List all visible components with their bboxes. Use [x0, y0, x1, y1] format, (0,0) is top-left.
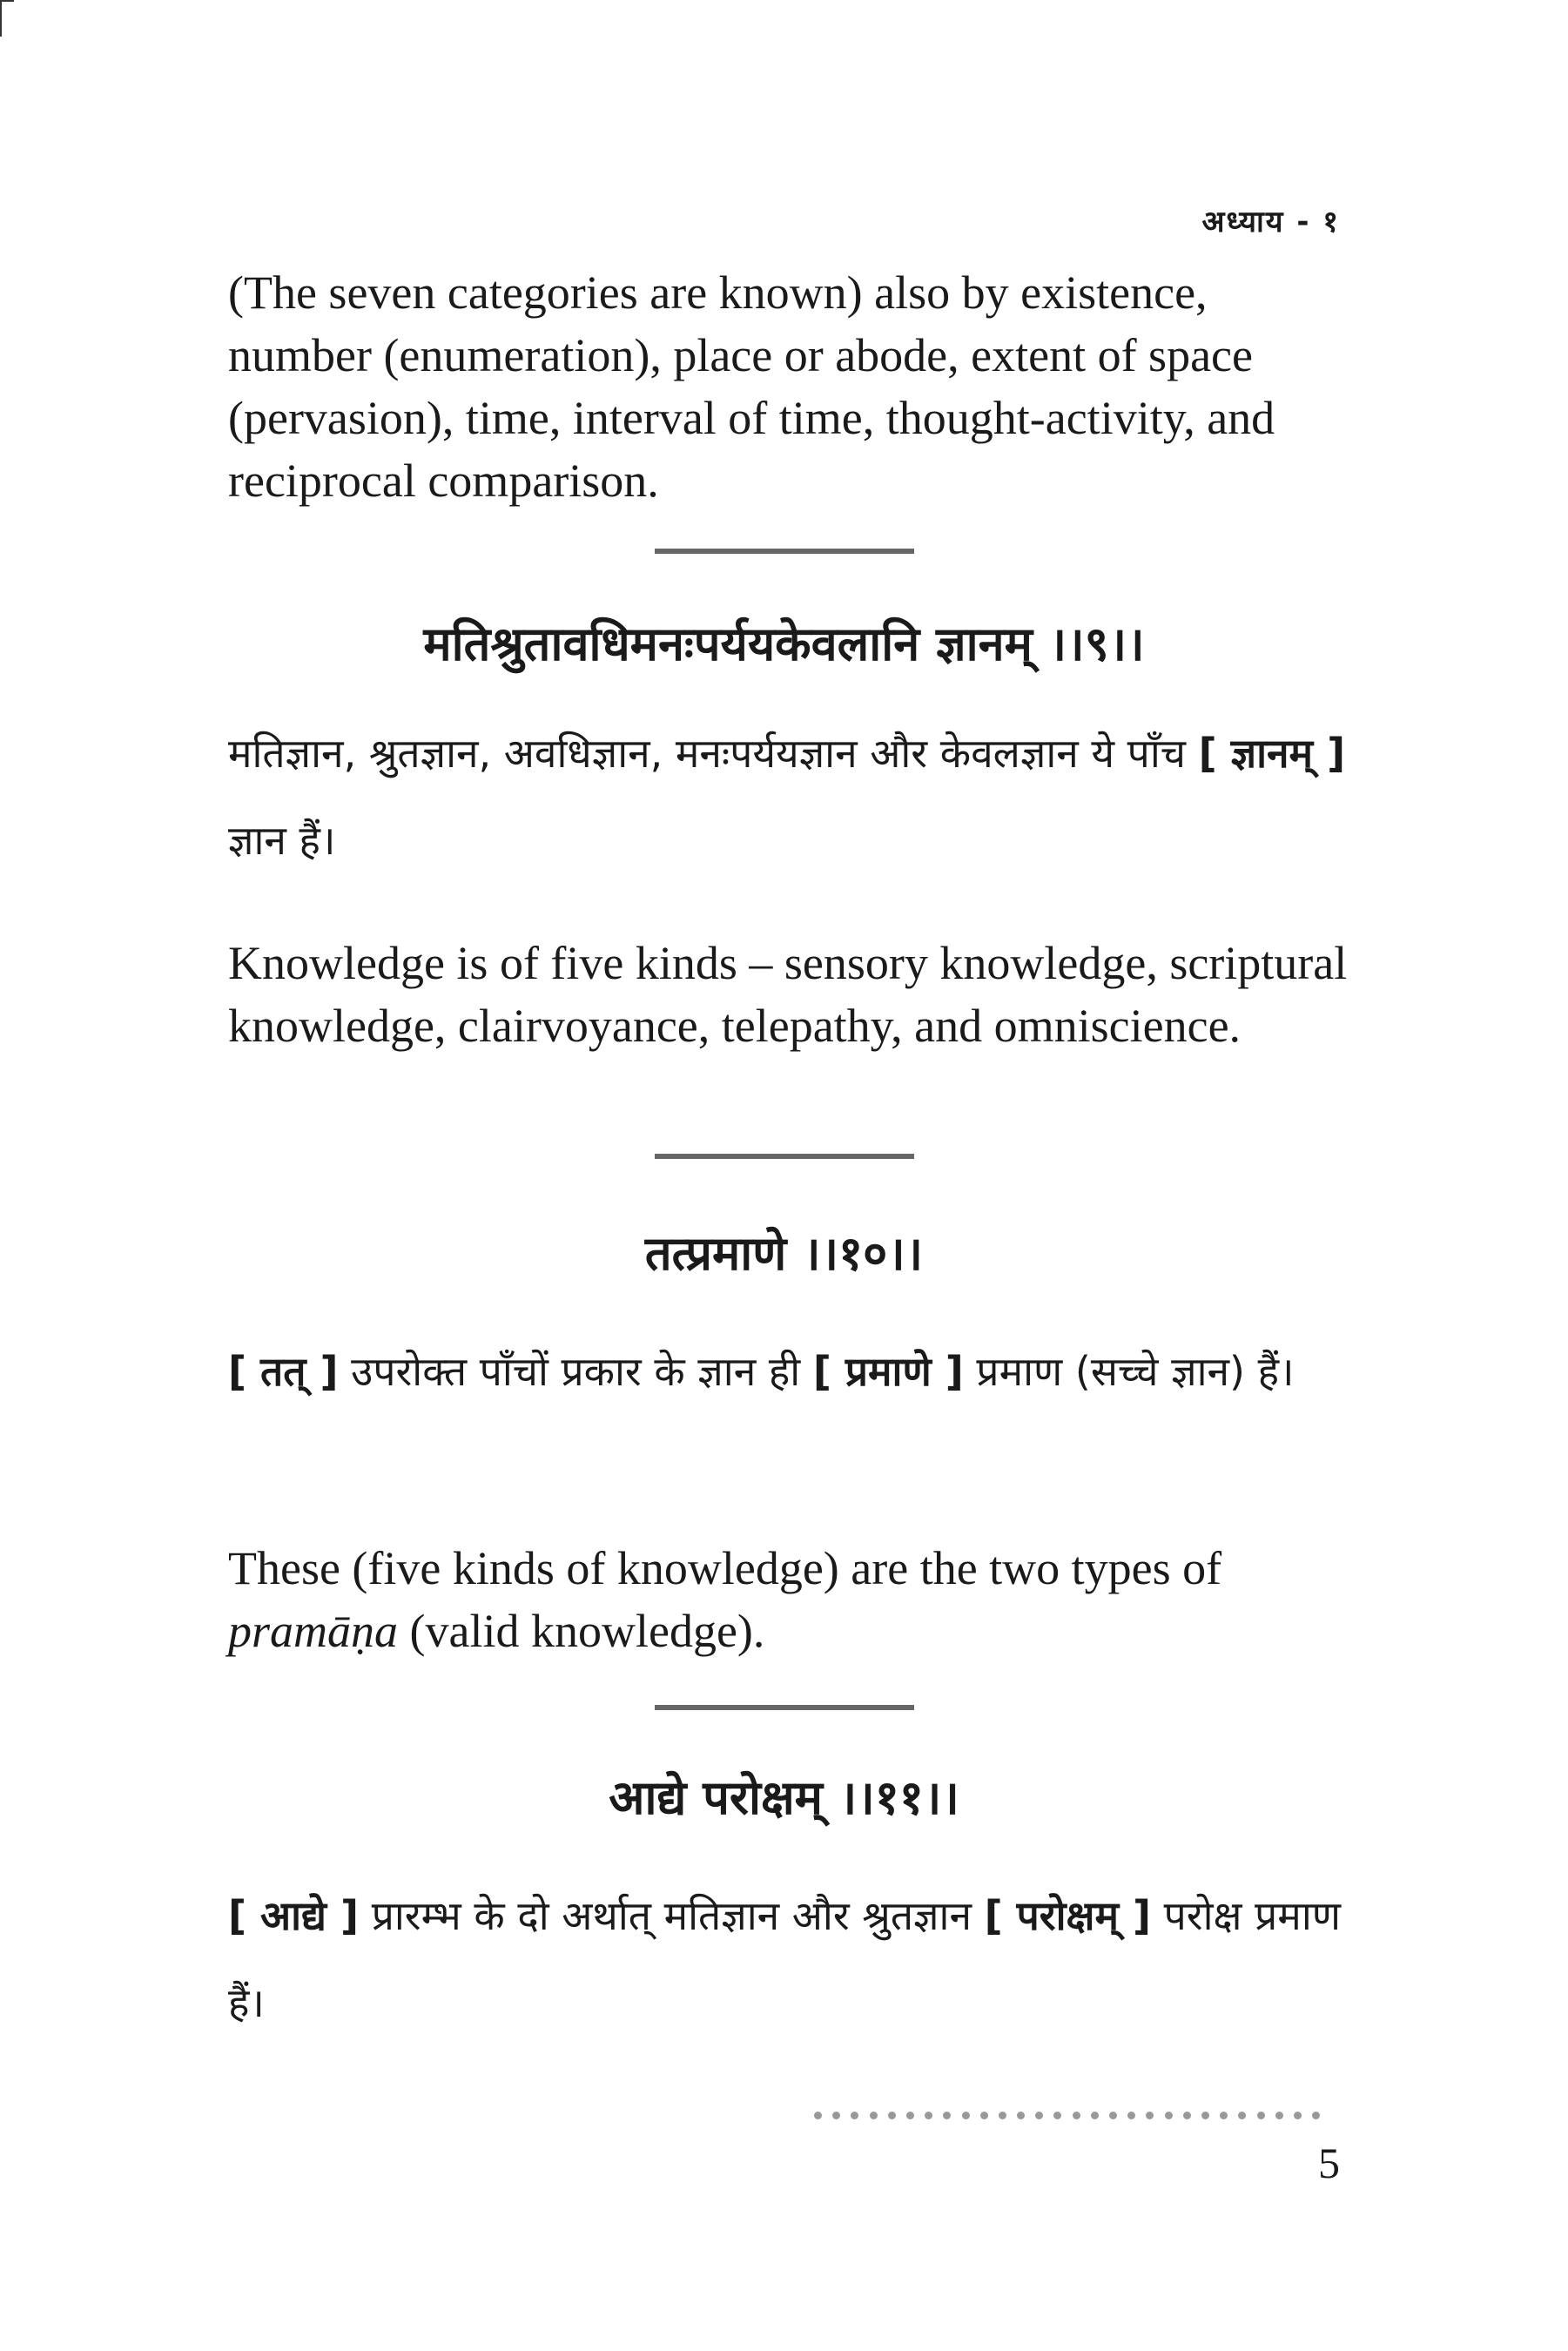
sutra-11: आद्ये परोक्षम् ।।११।।: [609, 1770, 959, 1825]
footer-dot: [1053, 2112, 1061, 2119]
footer-dot: [1257, 2112, 1265, 2119]
footer-dot: [851, 2112, 858, 2119]
footer-dot: [943, 2112, 951, 2119]
sutra-10-english: [228, 1537, 1351, 1662]
sutra-9-english: Knowledge is of five kinds – sensory knowledge, scriptural knowledge, clairvoyance, telepathy, and omniscience.: [228, 937, 1348, 1052]
footer-dot: [1146, 2112, 1154, 2119]
sutra-11-hindi-term-1: [ आद्ये ]: [228, 1892, 360, 1939]
footer-dot: [1294, 2112, 1302, 2119]
sutra-11-hindi-mid: प्रारम्भ के दो अर्थात् मतिज्ञान और श्रुतज्ञान: [371, 1892, 972, 1939]
crop-mark: [0, 0, 14, 37]
sutra-10-hindi-mid: उपरोक्त पाँचों प्रकार के ज्ञान ही: [351, 1348, 801, 1395]
sutra-10-hindi-commentary: [228, 1328, 1351, 1415]
page-number: 5: [1318, 2139, 1340, 2187]
footer-dot: [870, 2112, 878, 2119]
footer-dot: [1165, 2112, 1173, 2119]
footer-dot: [1035, 2112, 1043, 2119]
sutra-9-hindi-main: मतिज्ञान, श्रुतज्ञान, अवधिज्ञान, मनःपर्ययज्ञान और केवलज्ञान ये पाँच: [228, 730, 1186, 777]
sutra-10-hindi-end: प्रमाण (सच्चे ज्ञान) हैं।: [976, 1348, 1295, 1395]
intro-paragraph: (The seven categories are known) also by existence, number (enumeration), place or abode, extent of space (pervasion), time, interval of time, thought-activity, and reciprocal comparison.: [228, 266, 1275, 507]
sutra-11-hindi-term-2: [ परोक्षम् ]: [984, 1892, 1152, 1939]
sutra-9-hindi-commentary: [228, 710, 1351, 884]
sutra-11-hindi-end: परोक्ष प्रमाण हैं।: [228, 1892, 1341, 2026]
footer-dot: [814, 2112, 822, 2119]
footer-dot: [925, 2112, 932, 2119]
footer-dot: [962, 2112, 970, 2119]
sutra-9-hindi-end: ज्ञान हैं।: [228, 817, 336, 864]
footer-dotted-rule: [814, 2112, 1320, 2119]
divider-2: [655, 1154, 914, 1159]
footer-dot: [906, 2112, 914, 2119]
sutra-10-hindi-term-1: [ तत् ]: [228, 1348, 339, 1395]
sutra-9: मतिश्रुतावधिमनःपर्ययकेवलानि ज्ञानम् ।।९।।: [423, 616, 1145, 671]
footer-dot: [1238, 2112, 1246, 2119]
footer-dot: [1091, 2112, 1099, 2119]
sutra-11-hindi-commentary: [228, 1872, 1351, 2046]
footer-dot: [1109, 2112, 1117, 2119]
footer-dot: [1275, 2112, 1283, 2119]
sutra-10: तत्प्रमाणे ।।१०।।: [644, 1226, 924, 1281]
footer-dot: [1312, 2112, 1320, 2119]
footer-dot: [832, 2112, 840, 2119]
footer-dot: [1017, 2112, 1025, 2119]
footer-dot: [1073, 2112, 1080, 2119]
footer-dot: [980, 2112, 988, 2119]
footer-dot: [999, 2112, 1006, 2119]
footer-dot: [1201, 2112, 1209, 2119]
footer-dot: [1127, 2112, 1135, 2119]
divider-3: [655, 1705, 914, 1710]
sutra-10-english-term: pramāṇa: [228, 1605, 399, 1657]
sutra-9-hindi-term: [ ज्ञानम् ]: [1198, 730, 1346, 777]
sutra-10-hindi-term-2: [ प्रमाणे ]: [812, 1348, 964, 1395]
sutra-10-english-end: (valid knowledge).: [409, 1605, 765, 1657]
chapter-header: अध्याय - १: [1201, 205, 1340, 239]
sutra-10-english-start: These (five kinds of knowledge) are the two types of: [228, 1542, 1222, 1594]
footer-dot: [1220, 2112, 1228, 2119]
footer-dot: [1183, 2112, 1191, 2119]
footer-dot: [888, 2112, 896, 2119]
divider-1: [655, 549, 914, 554]
